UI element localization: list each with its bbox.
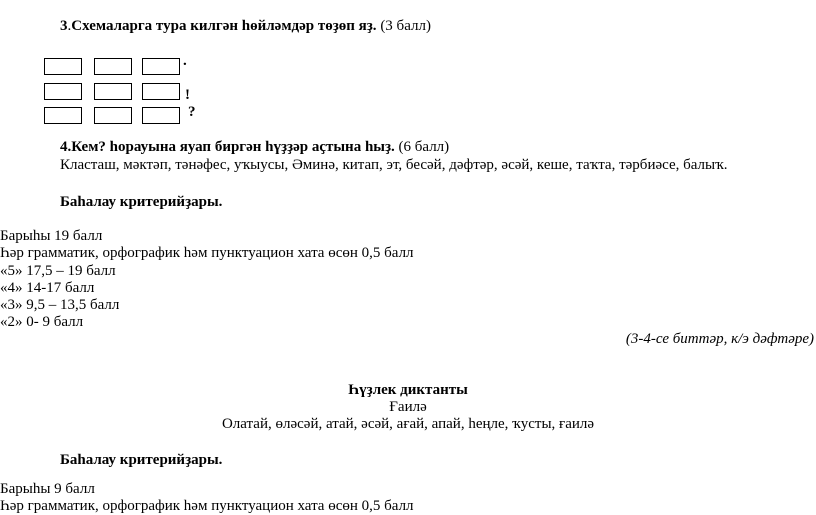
- criteria1-line: Барыһы 19 балл: [0, 228, 103, 244]
- task3-dot: .: [67, 18, 72, 34]
- schema-box: [94, 58, 132, 75]
- criteria1-note: (3-4-се биттәр, к/э дәфтәре): [625, 331, 814, 347]
- criteria2-line: Барыһы 9 балл: [0, 481, 95, 497]
- task4-title: 4.Кем? һорауына яуап биргән һүҙҙәр аҫтына һыҙ.: [60, 139, 395, 155]
- schema-mark-period: .: [183, 53, 187, 69]
- task4-points: (6 балл): [398, 139, 450, 155]
- schema-box: [142, 58, 180, 75]
- criteria1-line: «5» 17,5 – 19 балл: [0, 263, 116, 279]
- dictation-topic: Ғаилә: [389, 399, 427, 415]
- criteria1-heading: Баһалау критерийҙары.: [60, 194, 223, 210]
- task3-number: 3: [60, 18, 68, 34]
- schema-box: [94, 83, 132, 100]
- schema-box: [44, 107, 82, 124]
- schema-box: [94, 107, 132, 124]
- schema-box: [44, 83, 82, 100]
- dictation-words: Олатай, өләсәй, атай, әсәй, ағай, апай, һеңле, ҡусты, ғаилә: [221, 416, 595, 432]
- task3-heading: [60, 17, 431, 35]
- criteria1-line: «3» 9,5 – 13,5 балл: [0, 297, 120, 313]
- criteria2-line: Һәр грамматик, орфографик һәм пунктуацион хата өсөн 0,5 балл: [0, 498, 414, 514]
- schema-mark-exclamation: !: [185, 87, 190, 103]
- schema-box: [142, 107, 180, 124]
- task3-points: (3 балл): [380, 18, 431, 34]
- schema-box: [142, 83, 180, 100]
- criteria1-line: Һәр грамматик, орфографик һәм пунктуацион хата өсөн 0,5 балл: [0, 245, 414, 261]
- criteria1-line: «2» 0- 9 балл: [0, 314, 84, 330]
- criteria1-line: «4» 14-17 балл: [0, 280, 95, 296]
- task4-words: Класташ, мәктәп, тәнәфес, уҡыусы, Әминә, китап, эт, бесәй, дәфтәр, әсәй, кеше, таҡта, тәрбиәсе, балыҡ.: [60, 157, 728, 173]
- dictation-title: Һүҙлек диктанты: [348, 382, 468, 398]
- task4-heading: [60, 138, 449, 156]
- task3-title: Схемаларга тура килгән һөйләмдәр төҙөп яҙ.: [71, 18, 377, 34]
- schema-mark-question: ?: [188, 104, 196, 120]
- criteria2-heading: Баһалау критерийҙары.: [60, 452, 223, 468]
- schema-box: [44, 58, 82, 75]
